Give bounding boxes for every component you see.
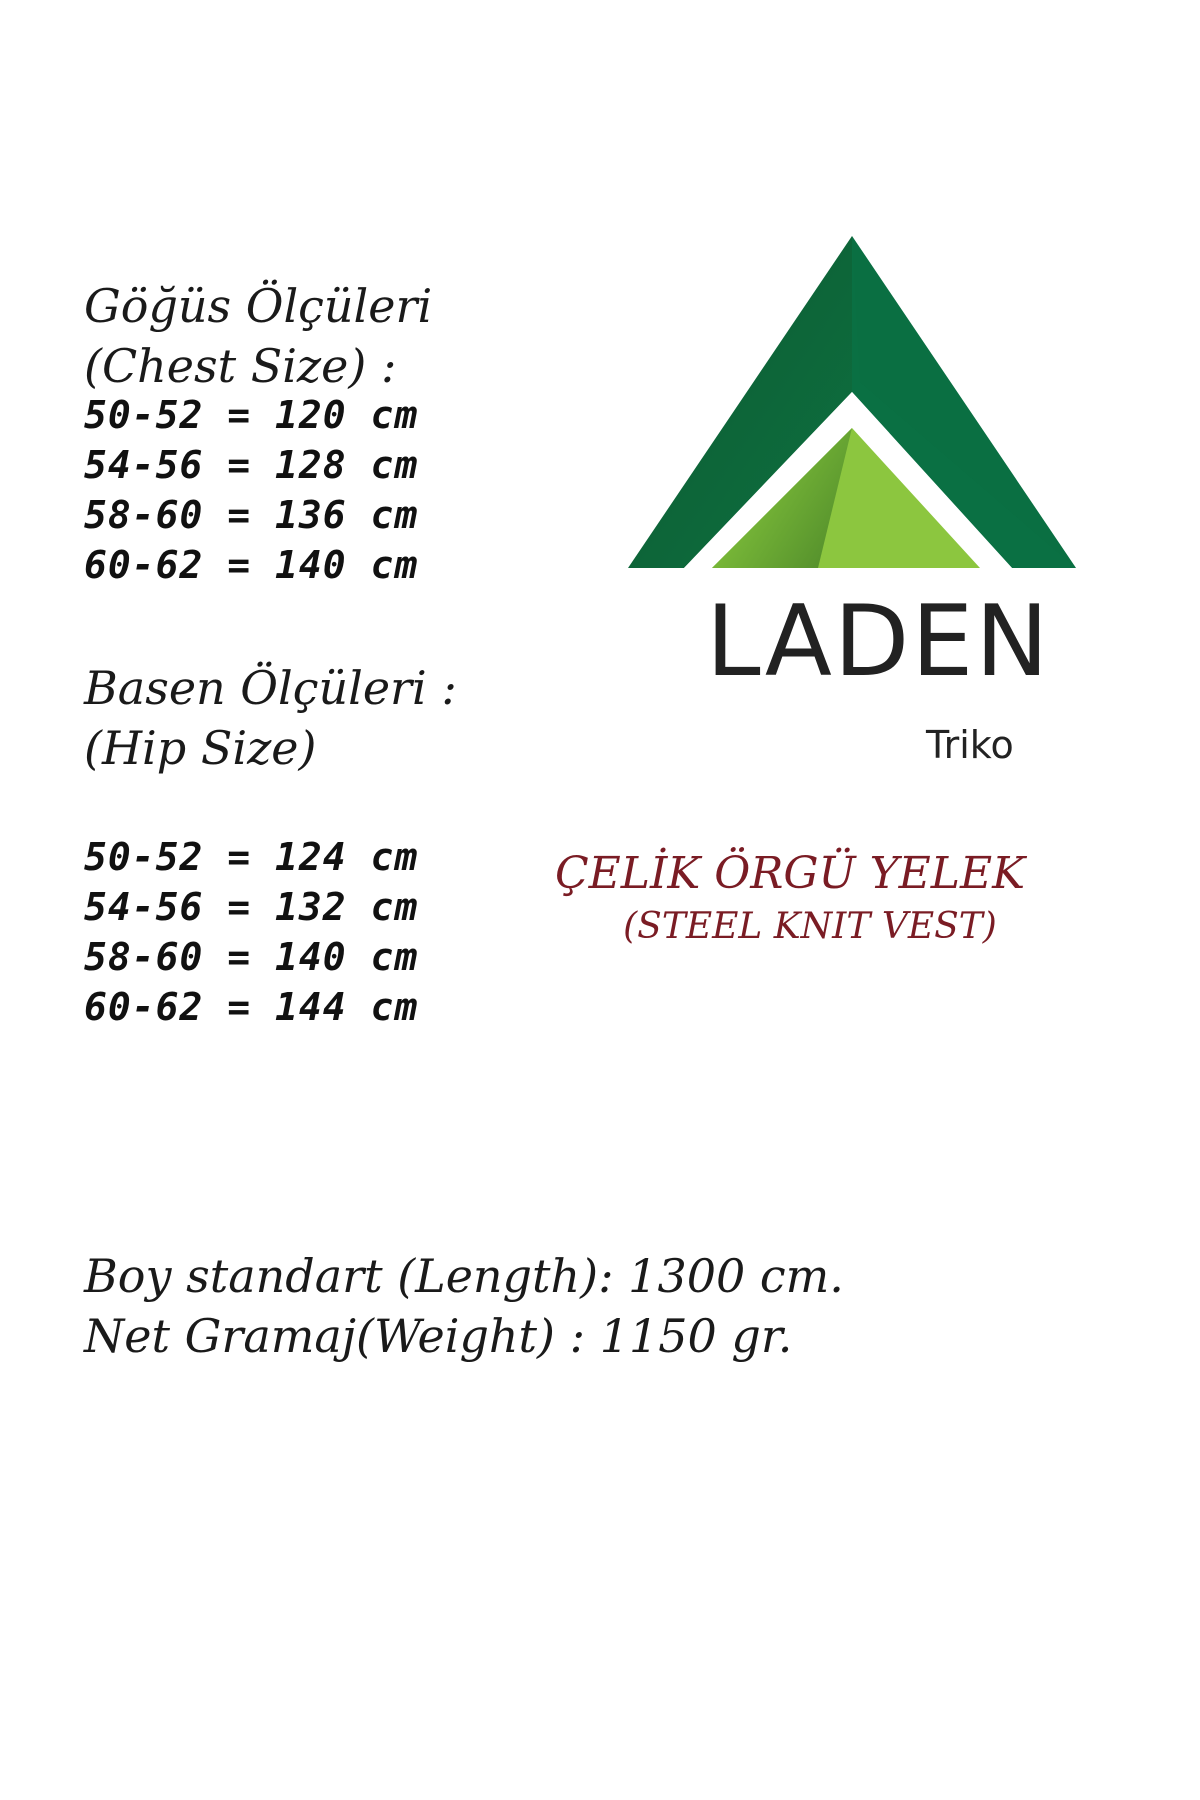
hip-size-row: 60-62 = 144 cm [84,985,419,1029]
brand-name: LADEN [706,585,1051,699]
chest-size-row: 58-60 = 136 cm [84,493,419,537]
product-title: ÇELİK ÖRGÜ YELEK [554,848,1026,899]
brand-subtitle: Triko [926,723,1014,767]
hip-size-list [84,832,418,1032]
hip-heading-en: (Hip Size) [84,721,317,775]
chest-size-list [84,390,418,590]
chest-heading-en: (Chest Size) : [84,339,397,393]
chest-size-row: 54-56 = 128 cm [84,443,419,487]
chest-heading-tr: Göğüs Ölçüleri [84,279,433,333]
chest-size-row: 60-62 = 140 cm [84,543,419,587]
hip-size-row: 54-56 = 132 cm [84,885,419,929]
weight-info: Net Gramaj(Weight) : 1150 gr. [84,1309,793,1363]
chest-size-row: 50-52 = 120 cm [84,393,419,437]
length-info: Boy standart (Length): 1300 cm. [84,1249,844,1303]
product-subtitle: (STEEL KNIT VEST) [623,906,997,947]
hip-size-row: 50-52 = 124 cm [84,835,419,879]
triangle-mountain-logo-icon [628,232,1076,572]
hip-size-row: 58-60 = 140 cm [84,935,419,979]
hip-heading-tr: Basen Ölçüleri : [84,661,457,715]
